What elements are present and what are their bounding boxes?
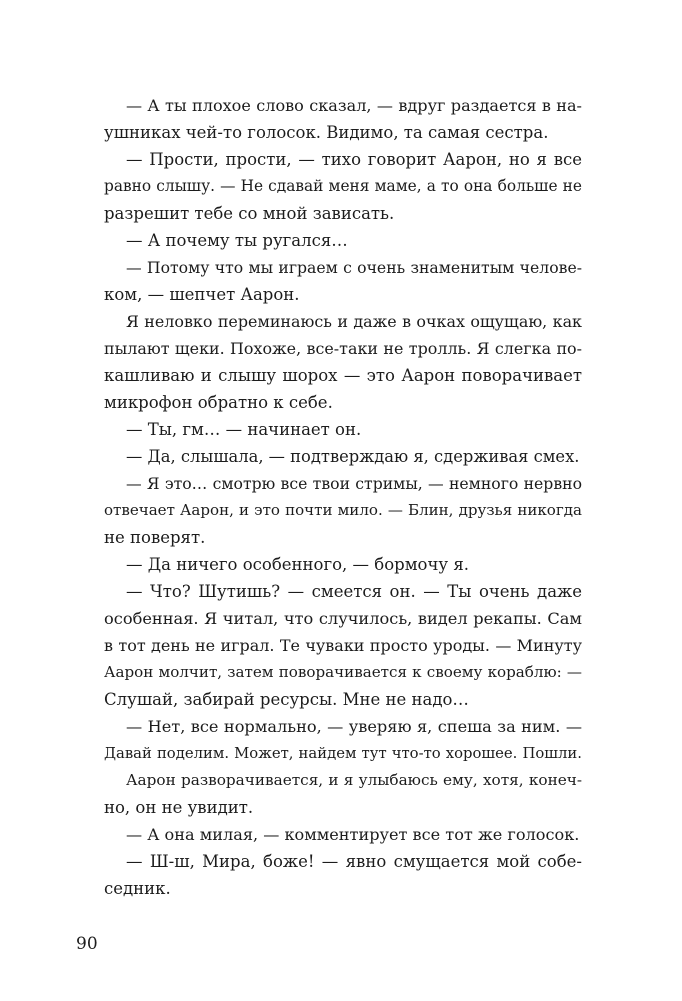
text-line: в тот день не играл. Те чуваки просто уроды. — Минуту — [104, 636, 582, 655]
text-line: — Что? Шутишь? — смеется он. — Ты очень даже — [126, 582, 582, 601]
text-line: — Ш-ш, Мира, боже! — явно смущается мой собе- — [126, 852, 582, 871]
text-line: — А ты плохое слово сказал, — вдруг раздается в на- — [126, 96, 582, 115]
text-line: — Нет, все нормально, — уверяю я, спеша за ним. — — [126, 717, 582, 736]
text-line: седник. — [104, 879, 171, 898]
text-line: разрешит тебе со мной зависать. — [104, 204, 395, 223]
text-line: ушниках чей-то голосок. Видимо, та самая сестра. — [104, 123, 549, 142]
text-line: — Да, слышала, — подтверждаю я, сдерживая смех. — [126, 447, 580, 466]
text-line: Аарон разворачивается, и я улыбаюсь ему, хотя, конеч- — [126, 771, 582, 789]
text-line: не поверят. — [104, 528, 206, 547]
text-line: микрофон обратно к себе. — [104, 393, 333, 412]
body-text — [104, 92, 582, 902]
text-line: но, он не увидит. — [104, 798, 254, 817]
text-line: Аарон молчит, затем поворачивается к своему кораблю: — — [104, 663, 582, 681]
text-line: Я неловко переминаюсь и даже в очках ощущаю, как — [126, 312, 582, 331]
text-line: пылают щеки. Похоже, все-таки не тролль. Я слегка по- — [104, 339, 582, 358]
text-line: — Ты, гм… — начинает он. — [126, 420, 362, 439]
text-line: — Да ничего особенного, — бормочу я. — [126, 555, 469, 574]
text-line: — Потому что мы играем с очень знаменитым челове- — [126, 258, 582, 277]
text-line: ком, — шепчет Аарон. — [104, 285, 300, 304]
text-line: — Прости, прости, — тихо говорит Аарон, но я все — [126, 150, 582, 169]
text-line: — А почему ты ругался… — [126, 231, 348, 250]
text-line: — Я это… смотрю все твои стримы, — немного нервно — [126, 474, 582, 493]
text-line: равно слышу. — Не сдавай меня маме, а то она больше не — [104, 177, 582, 195]
text-line: особенная. Я читал, что случилось, видел рекапы. Сам — [104, 609, 582, 628]
text-line: — А она милая, — комментирует все тот же голосок. — [126, 825, 580, 844]
text-line: отвечает Аарон, и это почти мило. — Блин, друзья никогда — [104, 501, 582, 519]
text-line: Давай поделим. Может, найдем тут что-то хорошее. Пошли. — [104, 745, 582, 762]
text-line: кашливаю и слышу шорох — это Аарон поворачивает — [104, 366, 582, 385]
text-line: Слушай, забирай ресурсы. Мне не надо… — [104, 690, 469, 709]
page-number: 90 — [76, 934, 98, 954]
